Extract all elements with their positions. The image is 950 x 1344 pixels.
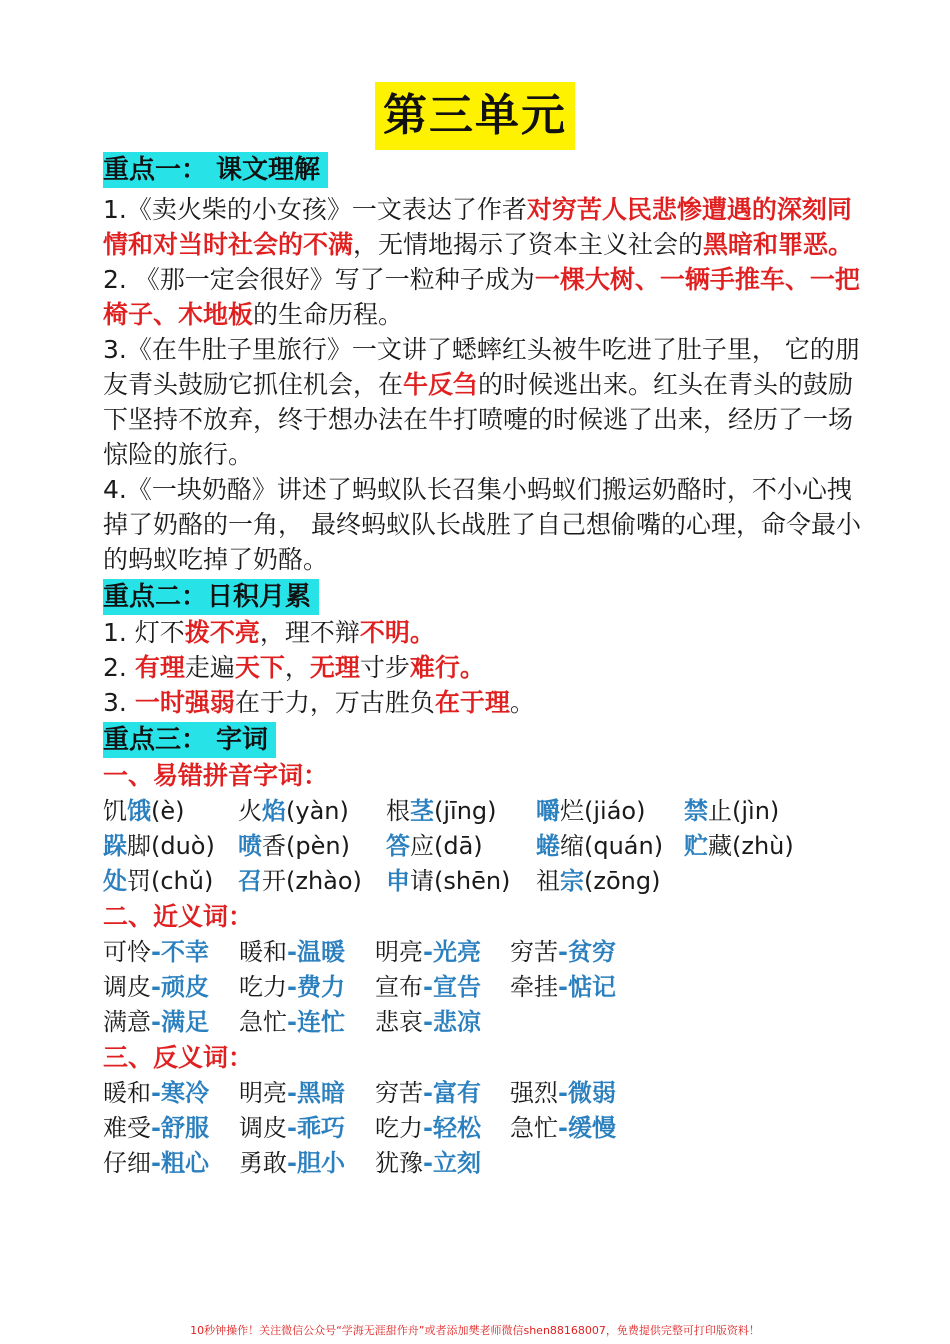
synonym-item <box>375 935 510 970</box>
paired-word: 悲凉 <box>432 1008 481 1036</box>
word-text: (jīng) <box>434 797 497 825</box>
paired-word: 惦记 <box>567 973 616 1001</box>
dash: - <box>151 1079 161 1107</box>
paired-word: 宣告 <box>432 973 481 1001</box>
pinyin-item <box>536 864 684 899</box>
antonym-item <box>103 1111 239 1146</box>
paired-word: 舒服 <box>160 1114 209 1142</box>
synonym-item <box>239 1005 375 1040</box>
word-text: (è) <box>151 797 185 825</box>
dash: - <box>287 1079 297 1107</box>
section-1-heading: 重点一： 课文理解 <box>103 152 328 188</box>
pinyin-item <box>238 794 386 829</box>
antonym-item <box>375 1111 510 1146</box>
word-text: 急忙 <box>510 1114 558 1142</box>
body-text: 在于力，万古胜负 <box>234 688 435 717</box>
body-text: 3. <box>103 688 135 717</box>
body-text: 1.《卖火柴的小女孩》一文表达了作者 <box>103 195 527 224</box>
highlight-text: 无理 <box>309 653 360 682</box>
word-text: 祖 <box>536 867 560 895</box>
content <box>103 150 863 1181</box>
dash: - <box>151 1008 161 1036</box>
paired-word: 寒冷 <box>160 1079 209 1107</box>
key-character: 茎 <box>410 797 434 825</box>
paired-word: 光亮 <box>432 938 481 966</box>
antonym-item <box>375 1076 510 1111</box>
section-1-paragraphs <box>103 192 863 577</box>
word-text: 犹豫 <box>375 1149 423 1177</box>
antonym-item <box>103 1146 239 1181</box>
section-3 <box>103 720 863 1181</box>
paired-word: 乖巧 <box>296 1114 345 1142</box>
key-character: 喷 <box>238 832 262 860</box>
paired-word: 缓慢 <box>567 1114 616 1142</box>
synonym-item <box>239 970 375 1005</box>
synonym-item <box>510 970 670 1005</box>
word-text: 请(shēn) <box>410 867 511 895</box>
word-text: 应(dā) <box>410 832 483 860</box>
synonym-item <box>103 935 239 970</box>
pinyin-title: 一、易错拼音字词： <box>103 761 329 790</box>
word-text: 满意 <box>103 1008 151 1036</box>
body-text: 3.《在牛肚子里旅行》一文讲了蟋蟀红头被牛吃进了肚子里， 它的朋友青头鼓励它抓住机会，在 <box>103 335 860 399</box>
word-text: 脚(duò) <box>127 832 215 860</box>
pinyin-item <box>536 794 684 829</box>
highlight-text: 拨不亮 <box>184 618 260 647</box>
word-text: (yàn) <box>286 797 349 825</box>
paired-word: 贫穷 <box>567 938 616 966</box>
word-text: 急忙 <box>239 1008 287 1036</box>
dash: - <box>558 1079 568 1107</box>
dash: - <box>423 1114 433 1142</box>
word-text: 饥 <box>103 797 127 825</box>
pinyin-item <box>103 864 238 899</box>
word-text: 穷苦 <box>375 1079 423 1107</box>
paired-word: 满足 <box>160 1008 209 1036</box>
antonym-grid <box>103 1076 863 1181</box>
key-character: 召 <box>238 867 262 895</box>
body-text: 的时候逃出来。红头在青头的鼓励下坚持不放弃，终于想办法在牛打喷嚏的时候逃了出来，经历了一场惊险的旅行。 <box>103 370 854 469</box>
highlight-text: 在于理 <box>434 688 510 717</box>
key-character: 申 <box>386 867 410 895</box>
antonym-title: 三、反义词： <box>103 1043 254 1072</box>
word-text: 暖和 <box>239 938 287 966</box>
word-text: 根 <box>386 797 410 825</box>
pinyin-item <box>684 794 844 829</box>
word-text: 调皮 <box>239 1114 287 1142</box>
highlight-text: 一时强弱 <box>134 688 235 717</box>
dash: - <box>558 1114 568 1142</box>
pinyin-item <box>386 829 536 864</box>
highlight-text: 牛反刍 <box>403 370 479 399</box>
synonym-item <box>239 935 375 970</box>
antonym-item <box>375 1146 510 1181</box>
word-text: 悲哀 <box>375 1008 423 1036</box>
synonym-item <box>103 1005 239 1040</box>
antonym-item <box>510 1076 670 1111</box>
body-text: 寸步 <box>359 653 410 682</box>
key-character: 蜷 <box>536 832 560 860</box>
paired-word: 粗心 <box>160 1149 209 1177</box>
section-1 <box>103 150 863 577</box>
highlight-text: 天下 <box>234 653 285 682</box>
antonym-item <box>510 1111 670 1146</box>
dash: - <box>423 973 433 1001</box>
word-text: 强烈 <box>510 1079 558 1107</box>
word-text: 藏(zhù) <box>708 832 794 860</box>
section-1-paragraph <box>103 332 863 472</box>
body-text: ，无情地揭示了资本主义社会的 <box>353 230 704 259</box>
title-wrap <box>0 82 950 150</box>
dash: - <box>287 1149 297 1177</box>
paired-word: 费力 <box>296 973 345 1001</box>
section-1-paragraph <box>103 262 863 332</box>
word-text: 牵挂 <box>510 973 558 1001</box>
word-text: 调皮 <box>103 973 151 1001</box>
word-text: 仔细 <box>103 1149 151 1177</box>
body-text: 。 <box>509 688 535 717</box>
section-2 <box>103 577 863 720</box>
dash: - <box>287 1008 297 1036</box>
body-text: ， <box>284 653 310 682</box>
antonym-item <box>103 1076 239 1111</box>
word-text: 开(zhào) <box>262 867 362 895</box>
dash: - <box>287 973 297 1001</box>
word-text: 火 <box>238 797 262 825</box>
word-text: 难受 <box>103 1114 151 1142</box>
synonym-grid <box>103 935 863 1040</box>
highlight-text: 一棵大树、一辆手推车、一把椅子、木地板 <box>103 265 860 329</box>
antonym-item <box>239 1146 375 1181</box>
body-text: 的生命历程。 <box>253 300 404 329</box>
highlight-text: 不明。 <box>359 618 435 647</box>
dash: - <box>423 1079 433 1107</box>
paired-word: 胆小 <box>296 1149 345 1177</box>
section-2-paragraph <box>103 615 863 650</box>
section-1-paragraph <box>103 192 863 262</box>
synonym-item <box>375 970 510 1005</box>
body-text: 2. 《那一定会很好》写了一粒种子成为 <box>103 265 535 294</box>
paired-word: 立刻 <box>432 1149 481 1177</box>
dash: - <box>423 1008 433 1036</box>
body-text: 4.《一块奶酪》讲述了蚂蚁队长召集小蚂蚁们搬运奶酪时，不小心拽掉了奶酪的一角， 最终蚂蚁队长战胜了自己想偷嘴的心理，命令最小的蚂蚁吃掉了奶酪。 <box>103 475 861 574</box>
word-text: 穷苦 <box>510 938 558 966</box>
key-character: 贮 <box>684 832 708 860</box>
word-text: 香(pèn) <box>262 832 350 860</box>
paired-word: 不幸 <box>160 938 209 966</box>
section-3-heading: 重点三： 字词 <box>103 722 276 758</box>
pinyin-item <box>103 794 238 829</box>
key-character: 嚼 <box>536 797 560 825</box>
paired-word: 轻松 <box>432 1114 481 1142</box>
word-text: 止(jìn) <box>708 797 780 825</box>
dash: - <box>287 1114 297 1142</box>
body-text: 1. 灯不 <box>103 618 185 647</box>
section-2-heading: 重点二：日积月累 <box>103 579 319 615</box>
pinyin-item <box>684 829 844 864</box>
body-text: 2. <box>103 653 135 682</box>
key-character: 跺 <box>103 832 127 860</box>
page-title: 第三单元 <box>375 82 575 150</box>
word-text: 明亮 <box>239 1079 287 1107</box>
pinyin-item <box>238 864 386 899</box>
paired-word: 富有 <box>432 1079 481 1107</box>
dash: - <box>423 938 433 966</box>
pinyin-item <box>386 864 536 899</box>
word-text: 勇敢 <box>239 1149 287 1177</box>
word-text: 可怜 <box>103 938 151 966</box>
dash: - <box>558 973 568 1001</box>
synonym-item <box>375 1005 510 1040</box>
synonym-item <box>103 970 239 1005</box>
highlight-text: 有理 <box>134 653 185 682</box>
dash: - <box>151 1114 161 1142</box>
word-text: 暖和 <box>103 1079 151 1107</box>
word-text: 缩(quán) <box>560 832 664 860</box>
key-character: 宗 <box>560 867 584 895</box>
antonym-item <box>239 1111 375 1146</box>
highlight-text: 难行。 <box>409 653 485 682</box>
word-text: 烂(jiáo) <box>560 797 646 825</box>
pinyin-item <box>103 829 238 864</box>
section-2-paragraph <box>103 685 863 720</box>
key-character: 答 <box>386 832 410 860</box>
synonym-title: 二、近义词： <box>103 902 254 931</box>
dash: - <box>151 973 161 1001</box>
antonym-item <box>239 1076 375 1111</box>
key-character: 饿 <box>127 797 151 825</box>
dash: - <box>558 938 568 966</box>
body-text: ，理不辩 <box>259 618 360 647</box>
dash: - <box>151 938 161 966</box>
section-1-paragraph <box>103 472 863 577</box>
pinyin-item <box>536 829 684 864</box>
key-character: 禁 <box>684 797 708 825</box>
pinyin-item <box>386 794 536 829</box>
highlight-text: 对穷苦人民悲惨遭遇的深刻同情和对当时社会的不满 <box>103 195 852 259</box>
paired-word: 黑暗 <box>296 1079 345 1107</box>
synonym-item <box>510 935 670 970</box>
section-2-paragraphs <box>103 615 863 720</box>
footer-notice: 10秒钟操作！关注微信公众号“学海无涯甜作舟”或者添加樊老师微信shen88168007，免费提供完整可打印版资料！ <box>190 1324 760 1337</box>
dash: - <box>287 938 297 966</box>
highlight-text: 黑暗和罪恶。 <box>703 230 854 259</box>
section-2-paragraph <box>103 650 863 685</box>
pinyin-item <box>238 829 386 864</box>
word-text: 明亮 <box>375 938 423 966</box>
paired-word: 微弱 <box>567 1079 616 1107</box>
word-text: 宣布 <box>375 973 423 1001</box>
word-text: 罚(chǔ) <box>127 867 214 895</box>
word-text: (zōng) <box>584 867 661 895</box>
paired-word: 连忙 <box>296 1008 345 1036</box>
key-character: 处 <box>103 867 127 895</box>
dash: - <box>423 1149 433 1177</box>
paired-word: 顽皮 <box>160 973 209 1001</box>
key-character: 焰 <box>262 797 286 825</box>
paired-word: 温暖 <box>296 938 345 966</box>
pinyin-grid <box>103 794 863 899</box>
word-text: 吃力 <box>375 1114 423 1142</box>
word-text: 吃力 <box>239 973 287 1001</box>
dash: - <box>151 1149 161 1177</box>
body-text: 走遍 <box>184 653 235 682</box>
